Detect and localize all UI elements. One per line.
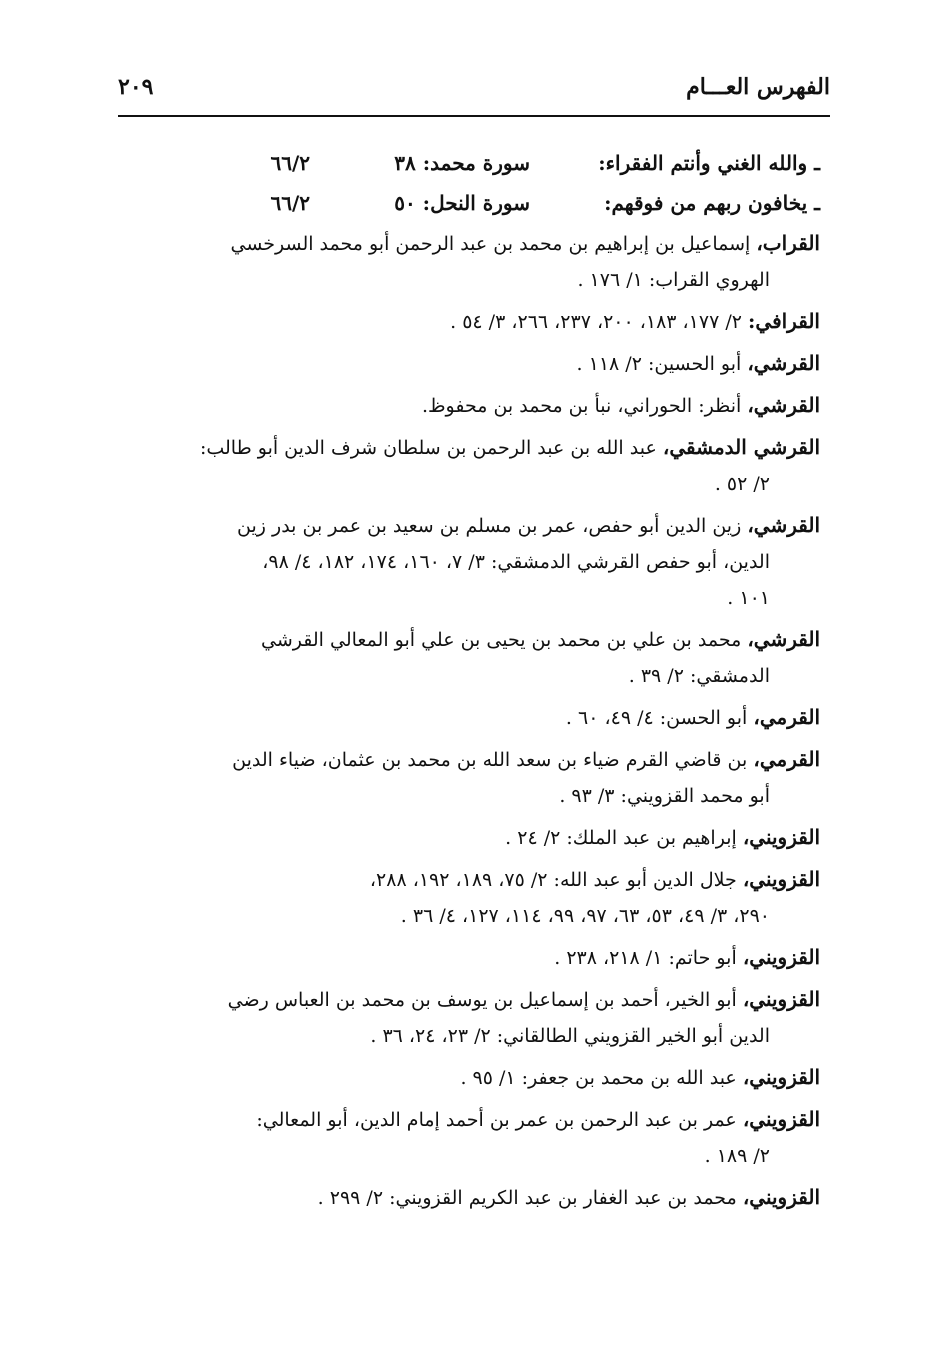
entry-first-line: [130, 345, 820, 382]
running-title: الفهرس العـــام: [686, 74, 830, 100]
entry-first-line: [130, 1179, 820, 1216]
entry-first-line: [130, 387, 820, 424]
index-entry: [130, 861, 820, 934]
entry-text: محمد بن عبد الغفار بن عبد الكريم القزويني: ٢/ ٢٩٩ .: [317, 1187, 737, 1209]
entry-first-line: [130, 699, 820, 736]
entry-first-line: [130, 225, 820, 262]
entry-name: القرشي،: [747, 513, 820, 537]
entry-first-line: [130, 1101, 820, 1138]
verse-ref: ٦٦/٢: [270, 191, 310, 215]
index-entry: [130, 1059, 820, 1096]
index-entry: [130, 225, 820, 298]
entry-name: القزويني،: [742, 1185, 820, 1209]
entry-continuation: ٢٩٠، ٣/ ٤٩، ٥٣، ٦٣، ٩٧، ٩٩، ١١٤، ١٢٧، ٤/ ٣٦ .: [400, 905, 770, 927]
index-entry: [130, 387, 820, 424]
index-entry: [130, 621, 820, 694]
entry-first-line: [130, 621, 820, 658]
entry-text: عمر بن عبد الرحمن بن عمر بن أحمد إمام الدين، أبو المعالي:: [256, 1109, 737, 1131]
verse-entry: [130, 185, 820, 225]
entry-first-line: [130, 939, 820, 976]
entry-first-line: [130, 981, 820, 1018]
entry-name: القرافي:: [748, 309, 820, 333]
verse-ref: ٦٦/٢: [270, 151, 310, 175]
entry-name: القزويني،: [742, 867, 820, 891]
index-entry: [130, 1179, 820, 1216]
index-entry: [130, 699, 820, 736]
entry-text: جلال الدين أبو عبد الله: ٢/ ٧٥، ١٨٩، ١٩٢، ٢٨٨،: [369, 869, 737, 891]
entry-text: ٢/ ١٧٧، ١٨٣، ٢٠٠، ٢٣٧، ٢٦٦، ٣/ ٥٤ .: [450, 311, 742, 333]
entry-text: بن قاضي القرم ضياء بن سعد الله بن محمد بن عثمان، ضياء الدين: [232, 749, 748, 771]
index-entry: [130, 429, 820, 502]
index-entry: [130, 507, 820, 616]
verse-entry: [130, 145, 820, 185]
index-entry: [130, 819, 820, 856]
index-entry: [130, 1101, 820, 1174]
entry-first-line: [130, 819, 820, 856]
index-entry: [130, 939, 820, 976]
entry-name: القرشي،: [747, 351, 820, 375]
index-entry: [130, 741, 820, 814]
entry-continuation: الهروي القراب: ١/ ١٧٦ .: [577, 269, 770, 291]
entry-text: أبو الحسن: ٤/ ٤٩، ٦٠ .: [565, 707, 748, 729]
entry-text: زين الدين أبو حفص، عمر بن مسلم بن سعيد بن عمر بن بدر زين: [237, 515, 742, 537]
entry-text: أبو الخير، أحمد بن إسماعيل بن يوسف بن محمد بن العباس رضي: [227, 989, 737, 1011]
entry-first-line: [130, 429, 820, 466]
index-entry: [130, 303, 820, 340]
verse-surah: سورة النحل: ٥٠: [394, 191, 530, 215]
entry-continuation: الدين أبو الخير القزويني الطالقاني: ٢/ ٢٣، ٢٤، ٣٦ .: [370, 1025, 770, 1047]
entry-text: أنظر: الحوراني، نبأ بن محمد بن محفوظ.: [421, 395, 742, 417]
entry-name: القرشي،: [747, 627, 820, 651]
entry-name: القزويني،: [742, 987, 820, 1011]
entry-first-line: [130, 1059, 820, 1096]
entry-name: القرمي،: [753, 705, 820, 729]
entry-first-line: [130, 303, 820, 340]
entry-name: القزويني،: [742, 825, 820, 849]
entry-continuation: ٢/ ١٨٩ .: [704, 1145, 770, 1167]
entry-text: عبد الله بن محمد بن جعفر: ١/ ٩٥ .: [460, 1067, 737, 1089]
verse-text: ـ والله الغني وأنتم الفقراء:: [598, 151, 820, 175]
entry-text: محمد بن علي بن محمد بن يحيى بن علي أبو المعالي القرشي: [261, 629, 742, 651]
entry-name: القزويني،: [742, 1107, 820, 1131]
verse-text: ـ يخافون ربهم من فوقهم:: [604, 191, 820, 215]
entry-name: القراب،: [756, 231, 820, 255]
entry-name: القزويني،: [742, 1065, 820, 1089]
index-content: [130, 145, 820, 1216]
entry-text: أبو الحسين: ٢/ ١١٨ .: [576, 353, 742, 375]
entry-text: عبد الله بن عبد الرحمن بن سلطان شرف الدين أبو طالب:: [199, 437, 657, 459]
entry-continuation: أبو محمد القزويني: ٣/ ٩٣ .: [559, 785, 770, 807]
entry-name: القزويني،: [742, 945, 820, 969]
entry-text: إبراهيم بن عبد الملك: ٢/ ٢٤ .: [505, 827, 737, 849]
entry-name: القرشي الدمشقي،: [662, 435, 820, 459]
entry-continuation: ٢/ ٥٢ .: [714, 473, 770, 495]
entry-text: أبو حاتم: ١/ ٢١٨، ٢٣٨ .: [554, 947, 737, 969]
header-rule: [118, 115, 830, 117]
index-entry: [130, 981, 820, 1054]
index-entry: [130, 345, 820, 382]
entry-name: القرشي،: [747, 393, 820, 417]
entry-first-line: [130, 507, 820, 544]
page-header: [118, 70, 830, 110]
page-number: ٢٠٩: [118, 74, 154, 100]
entry-first-line: [130, 741, 820, 778]
entry-name: القرمي،: [753, 747, 820, 771]
entry-text: إسماعيل بن إبراهيم بن محمد بن عبد الرحمن أبو محمد السرخسي: [230, 233, 751, 255]
index-entries: [130, 225, 820, 1216]
verse-surah: سورة محمد: ٣٨: [394, 151, 530, 175]
entry-first-line: [130, 861, 820, 898]
entry-continuation: الدين، أبو حفص القرشي الدمشقي: ٣/ ٧، ١٦٠، ١٧٤، ١٨٢، ٤/ ٩٨، ١٠١ .: [262, 551, 770, 609]
entry-continuation: الدمشقي: ٢/ ٣٩ .: [628, 665, 770, 687]
